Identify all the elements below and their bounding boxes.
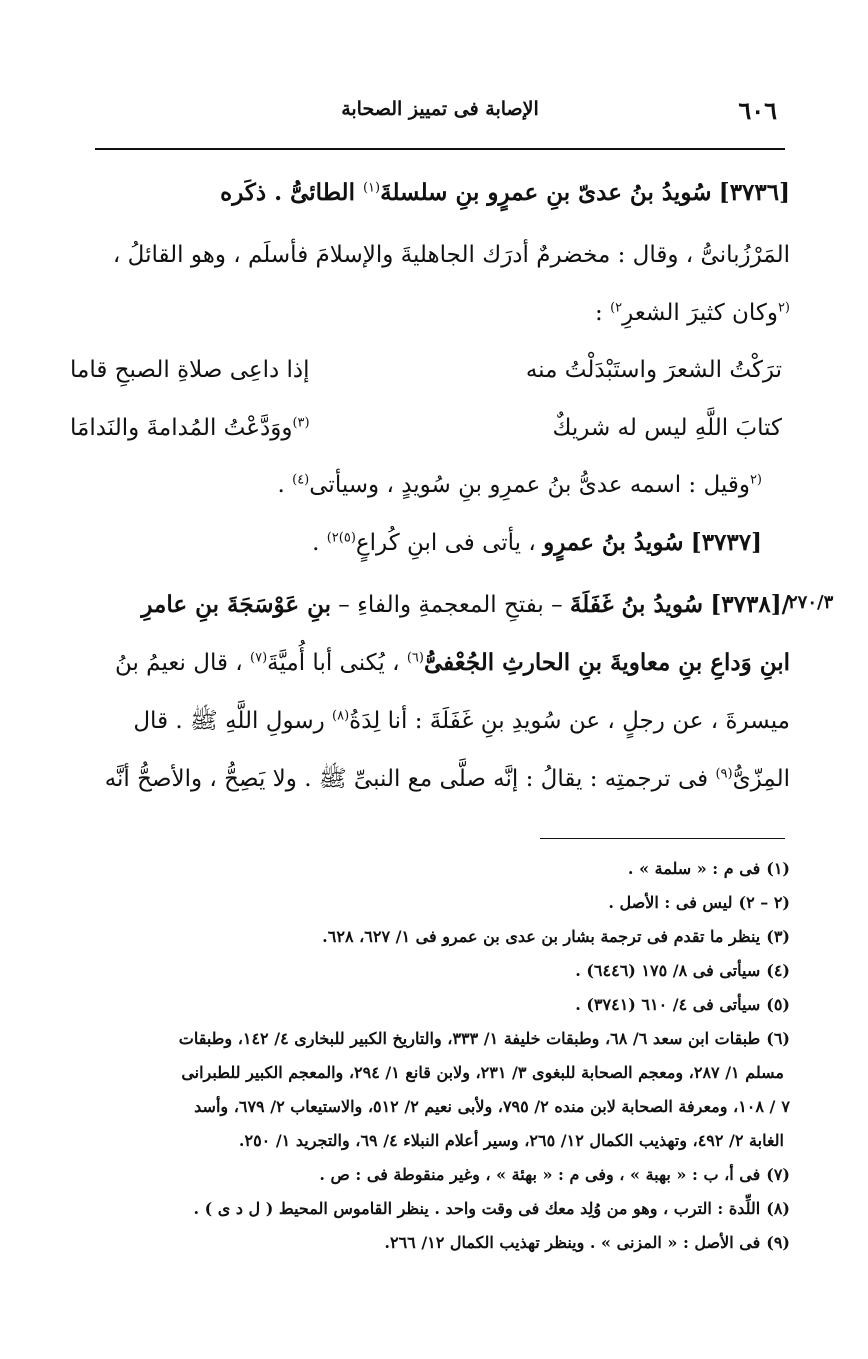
text-segment: – بفتحِ المعجمةِ والفاءِ – bbox=[330, 592, 570, 618]
footnote bbox=[90, 1226, 790, 1260]
footnote-text: الغابة ٢/ ٤٩٢، وتهذيب الكمال ١٢/ ٢٦٥، وسير أعلام النبلاء ٤/ ٦٩، والتجريد ١/ ٢٥٠. bbox=[238, 1131, 784, 1150]
text-line bbox=[70, 696, 790, 746]
footnote-mark: (٧) bbox=[766, 1165, 790, 1184]
footnote bbox=[90, 1158, 790, 1192]
text-segment: ، يأتى فى ابنِ كُراعٍ bbox=[355, 530, 544, 556]
text-line bbox=[70, 168, 790, 218]
entry-name: بنِ عَوْسَجَةَ بنِ عامرِ bbox=[141, 591, 331, 618]
footnote-mark: (٩) bbox=[766, 1233, 790, 1252]
footnote-text: اللِّدة : الترب ، وهو من وُلِد معك فى وقت واحد . ينظر القاموس المحيط ( ل د ى ) . bbox=[193, 1199, 761, 1218]
footnote bbox=[90, 1124, 790, 1158]
verse-hemistich bbox=[70, 403, 310, 453]
footnote-rule bbox=[540, 838, 785, 839]
footnote-ref: (٧) bbox=[250, 650, 268, 666]
text-line bbox=[70, 518, 790, 568]
text-line bbox=[70, 754, 790, 804]
footnote-text: طبقات ابن سعد ٦/ ٦٨، وطبقات خليفة ١/ ٣٣٣، والتاريخ الكبير للبخارى ٤/ ١٤٢، وطبقات bbox=[178, 1029, 761, 1048]
footnote bbox=[90, 1192, 790, 1226]
footnote-mark: (٢ – ٢) bbox=[738, 893, 790, 912]
footnote bbox=[90, 886, 790, 920]
text-line bbox=[70, 288, 790, 338]
verse-hemistich: كتابَ اللَّهِ ليس له شريكٌ bbox=[552, 415, 782, 441]
footnote-text: فى م : « سلمة » . bbox=[627, 859, 761, 878]
footnote-text: فى الأصل : « المزنى » . وينظر تهذيب الكمال ١٢/ ٢٦٦. bbox=[384, 1233, 761, 1252]
footnote-ref: (٢ bbox=[749, 472, 762, 488]
footnote bbox=[90, 1056, 790, 1090]
entry-name: ابنِ وَداعِ بنِ معاويةَ بنِ الحارثِ الجُعْفىُّ bbox=[423, 649, 790, 676]
footnote-ref: ٢) bbox=[610, 300, 623, 316]
footnote-mark: (٨) bbox=[766, 1199, 790, 1218]
footnote-ref: (٢ bbox=[777, 300, 790, 316]
page-number: ٦٠٦ bbox=[738, 96, 777, 125]
footnote-ref: (٣) bbox=[292, 415, 310, 431]
footnote-mark: (٥) bbox=[766, 995, 790, 1014]
text-segment: : bbox=[595, 300, 611, 326]
entry-name: سُويدُ بنُ غَفَلَةَ bbox=[569, 591, 704, 618]
footnote-mark: (٣) bbox=[766, 927, 790, 946]
margin-reference: ٢٧٠/٣ bbox=[788, 592, 834, 613]
footnote-text: ليس فى : الأصل . bbox=[608, 893, 733, 912]
footnote-text: سيأتى فى ٨/ ١٧٥ (٦٤٤٦) . bbox=[575, 961, 761, 980]
text-segment: وقيل : اسمه عدىُّ بنُ عمرِو بنِ سُويدٍ ، وسيأتى bbox=[309, 472, 750, 498]
verse-hemistich: ترَكْتُ الشعرَ واستَبْدَلْتُ منه bbox=[525, 357, 782, 383]
page-header bbox=[95, 92, 785, 132]
footnote-text: ينظر ما تقدم فى ترجمة بشار بن عدى بن عمرو فى ١/ ٦٢٧، ٦٢٨. bbox=[322, 927, 761, 946]
footnote-ref: (٥)٢) bbox=[326, 530, 356, 546]
footnote-text: ٧/ ١٠٨، ومعرفة الصحابة لابن منده ٢/ ٧٩٥، ولأبى نعيم ٢/ ٥١٢، والاستيعاب ٢/ ٦٧٩، وأسد bbox=[194, 1097, 790, 1116]
text-line bbox=[70, 230, 790, 280]
header-rule bbox=[95, 148, 785, 150]
text-line bbox=[70, 460, 790, 510]
footnote bbox=[90, 954, 790, 988]
footnote-text: فى أ، ب : « بهبة » ، وفى م : « بهئة » ، وغير منقوطة فى : ص . bbox=[319, 1165, 761, 1184]
text-segment: المَرْزُبانىُّ ، وقال : مخضرمٌ أدرَك الجاهليةَ والإسلامَ فأسلَم ، وهو القائلُ ، bbox=[112, 242, 790, 268]
footnote-ref: (١) bbox=[362, 180, 381, 196]
text-segment: وكان كثيرَ الشعرِ bbox=[622, 300, 778, 326]
entry-number: /[٣٧٣٨] bbox=[710, 591, 790, 618]
text-segment: ، قال نعيمُ بنُ bbox=[114, 650, 250, 676]
text-line bbox=[70, 580, 790, 630]
verse-hemistich: إذا داعِى صلاةِ الصبحِ قاما bbox=[70, 357, 310, 383]
footnote-ref: (٨) bbox=[332, 708, 350, 724]
footnote bbox=[90, 1090, 790, 1124]
text-segment: المِزّىُّ bbox=[732, 766, 790, 792]
text-segment: الطائىُّ . ذكَره bbox=[220, 179, 363, 206]
footnote-ref: (٦) bbox=[406, 650, 424, 666]
footnote bbox=[90, 852, 790, 886]
text-line bbox=[70, 638, 790, 688]
text-segment: ووَدَّعْتُ المُدامةَ والنَدامَا bbox=[70, 415, 293, 441]
text-segment: رسولِ اللَّهِ ﷺ . قال bbox=[133, 708, 333, 734]
footnote bbox=[90, 920, 790, 954]
text-segment: . bbox=[312, 530, 327, 556]
entry-number: [٣٧٣٧] bbox=[690, 529, 762, 556]
running-title: الإصابة فى تمييز الصحابة bbox=[341, 98, 539, 120]
text-segment: ، يُكنى أبا أُميَّةَ bbox=[267, 650, 407, 676]
footnote-mark: (٦) bbox=[766, 1029, 790, 1048]
entry-name: سُويدُ بنُ عدىّ بنِ عمرٍو بنِ سلسلةَ bbox=[380, 179, 712, 206]
entry-number: [٣٧٣٦] bbox=[718, 179, 790, 206]
entry-name: سُويدُ بنُ عمرٍو bbox=[543, 529, 684, 556]
footnote-ref: (٤) bbox=[292, 472, 310, 488]
footnote bbox=[90, 988, 790, 1022]
footnote-ref: (٩) bbox=[715, 766, 733, 782]
text-segment: . bbox=[277, 472, 293, 498]
footnote bbox=[90, 1022, 790, 1056]
footnote-text: مسلم ١/ ٢٨٧، ومعجم الصحابة للبغوى ٣/ ٢٣١، ولابن قانع ١/ ٢٩٤، والمعجم الكبير للطبرانى bbox=[181, 1063, 784, 1082]
footnote-mark: (١) bbox=[766, 859, 790, 878]
text-segment: فى ترجمتِه : يقالُ : إنَّه صلَّى مع النبىِّ ﷺ . ولا يَصِحُّ ، والأصحُّ أنَّه bbox=[104, 766, 716, 792]
footnote-mark: (٤) bbox=[766, 961, 790, 980]
text-segment: ميسرةَ ، عن رجلٍ ، عن سُويدِ بنِ غَفَلَةَ : أنا لِدَةُ bbox=[349, 708, 790, 734]
footnote-text: سيأتى فى ٤/ ٦١٠ (٣٧٤١) . bbox=[575, 995, 761, 1014]
